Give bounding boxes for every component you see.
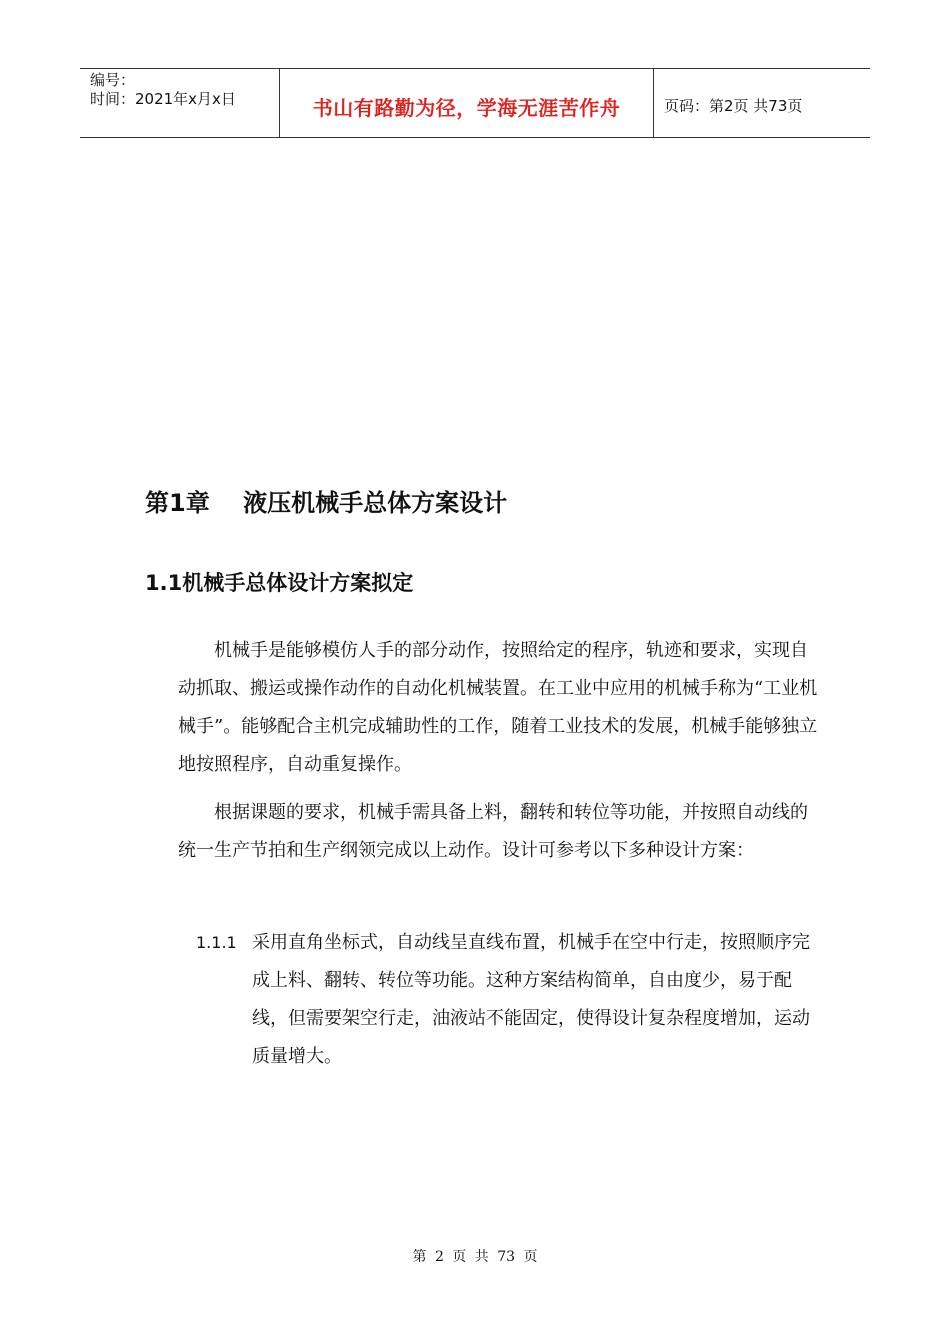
chapter-title: 第1章 液压机械手总体方案设计 [145, 489, 508, 517]
document-date: 时间：2021年x月x日 [90, 90, 236, 108]
subsection-number: 1.1.1 [196, 933, 237, 952]
header-motto: 书山有路勤为径，学海无涯苦作舟 [280, 69, 654, 137]
body-paragraph: 根据课题的要求，机械手需具备上料，翻转和转位等功能，并按照自动线的统一生产节拍和生产纲领完成以上动作。设计可参考以下多种设计方案： [178, 802, 808, 861]
page-footer: 第 2 页 共 73 页 [412, 1249, 538, 1265]
body-paragraph: 机械手是能够模仿人手的部分动作，按照给定的程序，轨迹和要求，实现自动抓取、搬运或操作动作的自动化机械装置。在工业中应用的机械手称为“工业机械手”。能够配合主机完成辅助性的工作，随着工业技术的发展，机械手能够独立地按照程序，自动重复操作。 [178, 640, 818, 775]
header-meta [80, 69, 280, 137]
subsection-item [196, 924, 820, 1076]
page-header [80, 68, 870, 138]
document-number: 编号： [90, 71, 136, 89]
subsection-text: 采用直角坐标式，自动线呈直线布置，机械手在空中行走，按照顺序完成上料、翻转、转位等功能。这种方案结构简单，自由度少，易于配线，但需要架空行走，油液站不能固定，使得设计复杂程度增加，运动质量增大。 [252, 932, 810, 1067]
section-title: 1.1机械手总体设计方案拟定 [145, 571, 414, 595]
header-page-info: 页码：第2页 共73页 [664, 96, 803, 115]
